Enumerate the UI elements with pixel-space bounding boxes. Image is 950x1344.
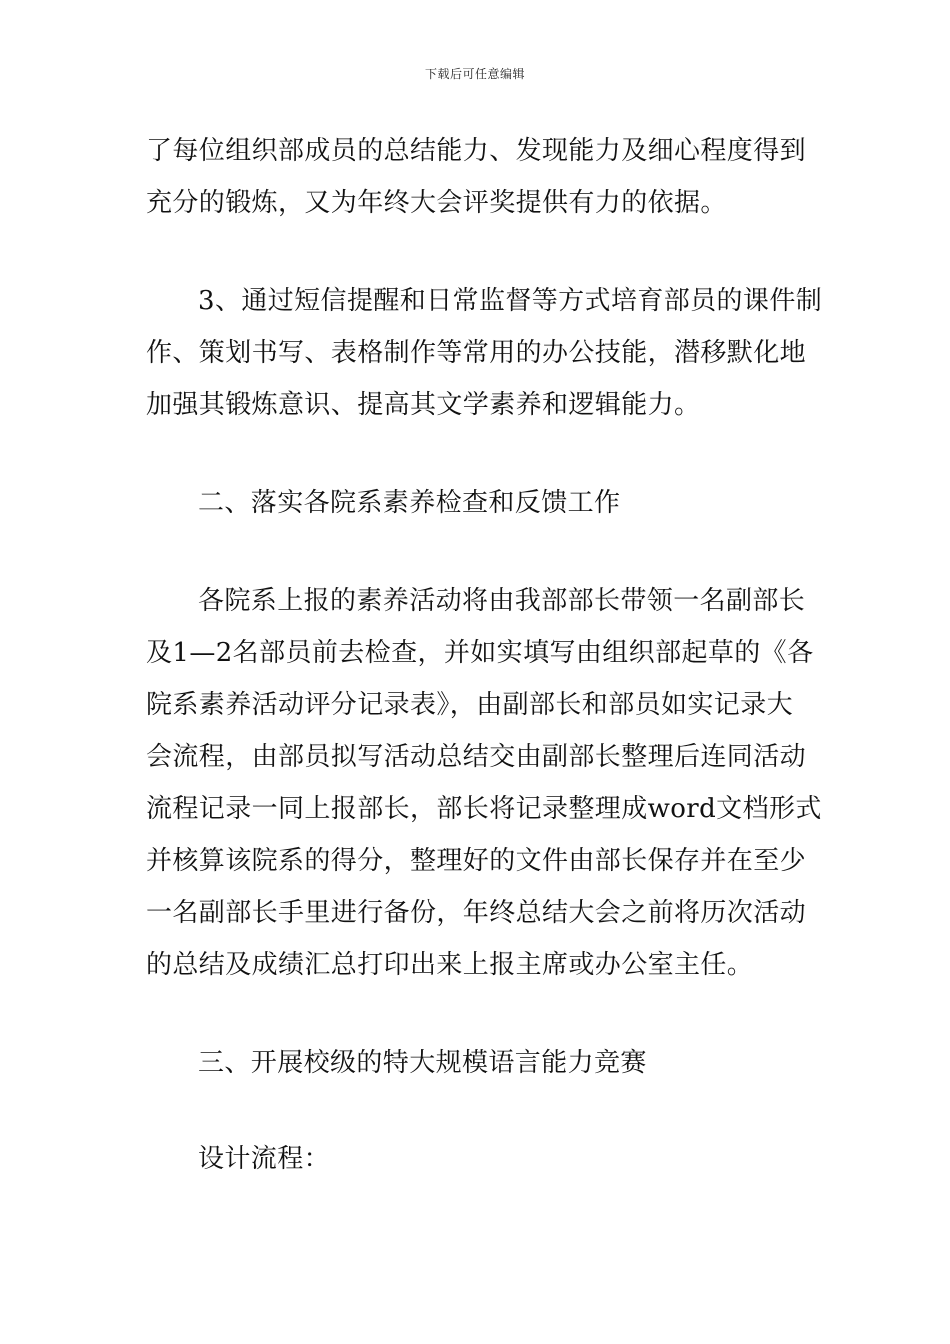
text-line: 了每位组织部成员的总结能力、发现能力及细心程度得到 xyxy=(146,136,807,166)
text-line: 加强其锻炼意识、提高其文学素养和逻辑能力。 xyxy=(146,390,701,420)
text-line: 及1—2名部员前去检查，并如实填写由组织部起草的《各 xyxy=(146,638,814,668)
text-line: 作、策划书写、表格制作等常用的办公技能，潜移默化地 xyxy=(146,338,807,368)
text-line: 3、通过短信提醒和日常监督等方式培育部员的课件制 xyxy=(198,286,823,316)
subheading-design-process: 设计流程： xyxy=(198,1144,331,1174)
text-line: 的总结及成绩汇总打印出来上报主席或办公室主任。 xyxy=(146,950,754,980)
text-line: 各院系上报的素养活动将由我部部长带领一名副部长 xyxy=(198,586,806,616)
text-line: 院系素养活动评分记录表》，由副部长和部员如实记录大 xyxy=(146,690,794,720)
text-line: 流程记录一同上报部长，部长将记录整理成word文档形式 xyxy=(146,794,822,824)
page-header-note: 下载后可任意编辑 xyxy=(424,67,525,81)
section-heading-2 xyxy=(146,477,810,529)
paragraph-design-process xyxy=(146,1133,810,1185)
text-line: 充分的锻炼，又为年终大会评奖提供有力的依据。 xyxy=(146,188,727,218)
paragraph-inspection-process xyxy=(146,575,822,991)
paragraph-item-3 xyxy=(146,275,823,431)
text-line: 会流程，由部员拟写活动总结交由副部长整理后连同活动 xyxy=(146,742,807,772)
paragraph-spacer xyxy=(146,991,810,1037)
section-heading: 三、开展校级的特大规模语言能力竞赛 xyxy=(198,1048,647,1078)
text-line: 一名副部长手里进行备份，年终总结大会之前将历次活动 xyxy=(146,898,807,928)
document-body xyxy=(146,125,823,1185)
paragraph-spacer xyxy=(146,431,810,477)
text-line: 并核算该院系的得分，整理好的文件由部长保存并在至少 xyxy=(146,846,807,876)
paragraph-spacer xyxy=(146,229,810,275)
paragraph-spacer xyxy=(146,1089,810,1133)
paragraph-spacer xyxy=(146,529,810,575)
paragraph-summary-continuation xyxy=(146,125,810,229)
section-heading-3 xyxy=(146,1037,810,1089)
section-heading: 二、落实各院系素养检查和反馈工作 xyxy=(198,488,621,518)
